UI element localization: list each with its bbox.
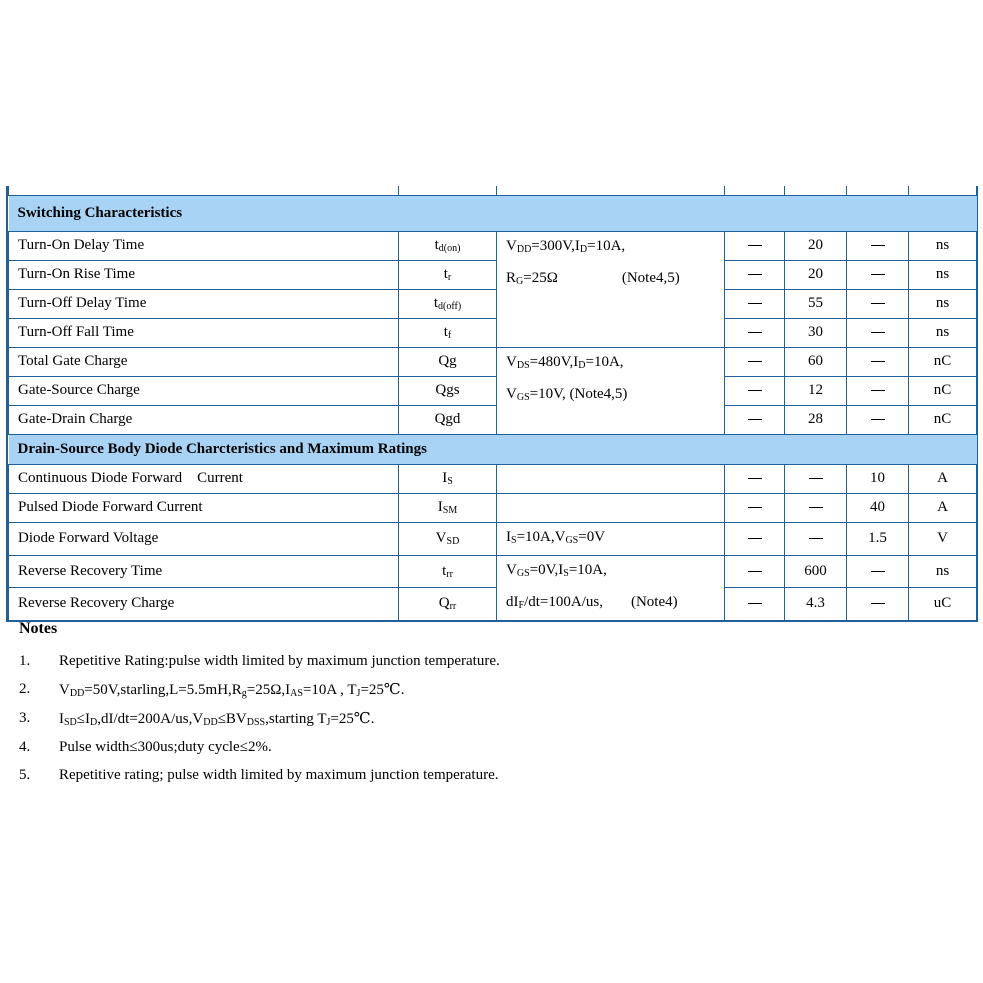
test-condition: $I_S=10A,V_{GS}=0V$: [497, 522, 725, 555]
parameter-name: Pulsed Diode Forward Current: [9, 493, 399, 522]
unit: ns: [909, 555, 977, 587]
unit: nC: [909, 405, 977, 434]
spec-table-container: [6, 186, 978, 622]
dash-mark: [809, 507, 823, 508]
parameter-name: Diode Forward Voltage: [9, 522, 399, 555]
max-value: [847, 555, 909, 587]
test-condition: $V_{GS}=0V,I_S=10A$, $dI_F/dt=100A/us$, (Note4): [497, 555, 725, 620]
dash-mark: [809, 478, 823, 479]
symbol: $t_{d(off)}$: [399, 289, 497, 318]
symbol: $t_{d(on)}$: [399, 231, 497, 260]
min-value: [725, 260, 785, 289]
dash-mark: [871, 390, 885, 391]
dash-mark: [748, 390, 762, 391]
symbol: $Q_{rr}$: [399, 587, 497, 619]
max-value: [847, 231, 909, 260]
min-value: [725, 405, 785, 434]
typ-value: 55: [785, 289, 847, 318]
parameter-name: Turn-On Rise Time: [9, 260, 399, 289]
dash-mark: [748, 603, 762, 604]
symbol: Qgd: [399, 405, 497, 434]
section-title: Drain-Source Body Diode Charcteristics and Maximum Ratings: [9, 434, 977, 464]
section-header-switching: [9, 195, 977, 231]
max-value: [847, 587, 909, 619]
dash-mark: [871, 274, 885, 275]
typ-value: 600: [785, 555, 847, 587]
table-row: [9, 587, 977, 619]
dash-mark: [871, 419, 885, 420]
typ-value: 28: [785, 405, 847, 434]
note-number: 1.: [19, 652, 31, 669]
unit: uC: [909, 587, 977, 619]
note-text: $I_{SD}\le I_D,dI/dt=200A/us,V_{DD}\le BV_{DSS},starting$ $T_J=25℃$.: [59, 710, 375, 728]
dash-mark: [748, 361, 762, 362]
max-value: [847, 260, 909, 289]
parameter-name: Reverse Recovery Charge: [9, 587, 399, 619]
dash-mark: [748, 419, 762, 420]
table-row: [9, 260, 977, 289]
typ-value: 12: [785, 376, 847, 405]
dash-mark: [748, 478, 762, 479]
note-text: Repetitive Rating:pulse width limited by maximum junction temperature.: [59, 652, 500, 669]
parameter-name: Gate-Source Charge: [9, 376, 399, 405]
max-value: [847, 347, 909, 376]
note-item: [19, 733, 500, 762]
symbol: $I_{SM}$: [399, 493, 497, 522]
test-condition: $V_{DS}=480V,I_D=10A$, $V_{GS}=10V$, (Note4,5): [497, 347, 725, 434]
dash-mark: [748, 507, 762, 508]
dash-mark: [748, 274, 762, 275]
test-condition: $V_{DD}=300V,I_D=10A$, $R_G=25\Omega$ (Note4,5): [497, 231, 725, 347]
dash-mark: [748, 245, 762, 246]
notes-title: Notes: [19, 620, 58, 637]
dash-mark: [871, 361, 885, 362]
min-value: [725, 522, 785, 555]
table-row: [9, 493, 977, 522]
table-row: [9, 464, 977, 493]
parameter-name: Total Gate Charge: [9, 347, 399, 376]
table-row: [9, 555, 977, 587]
max-value: [847, 318, 909, 347]
symbol: $V_{SD}$: [399, 522, 497, 555]
dash-mark: [871, 332, 885, 333]
test-condition: [497, 464, 725, 493]
min-value: [725, 376, 785, 405]
note-item: [19, 647, 500, 676]
max-value: 40: [847, 493, 909, 522]
max-value: [847, 376, 909, 405]
note-number: 3.: [19, 709, 31, 726]
unit: V: [909, 522, 977, 555]
table-row: [9, 522, 977, 555]
typ-value: [785, 464, 847, 493]
typ-value: [785, 522, 847, 555]
typ-value: 4.3: [785, 587, 847, 619]
dash-mark: [748, 303, 762, 304]
min-value: [725, 555, 785, 587]
table-row: [9, 289, 977, 318]
table-top-stub: [9, 186, 977, 195]
min-value: [725, 493, 785, 522]
test-condition: [497, 493, 725, 522]
unit: ns: [909, 260, 977, 289]
diode-rows: [9, 464, 977, 620]
symbol: $t_{rr}$: [399, 555, 497, 587]
dash-mark: [871, 245, 885, 246]
typ-value: [785, 493, 847, 522]
note-item: [19, 761, 500, 790]
min-value: [725, 289, 785, 318]
max-value: 10: [847, 464, 909, 493]
parameter-name: Continuous Diode Forward Current: [9, 464, 399, 493]
symbol: Qg: [399, 347, 497, 376]
table-row: [9, 347, 977, 376]
parameter-name: Gate-Drain Charge: [9, 405, 399, 434]
symbol: $t_f$: [399, 318, 497, 347]
unit: nC: [909, 347, 977, 376]
min-value: [725, 347, 785, 376]
parameter-name: Turn-Off Fall Time: [9, 318, 399, 347]
min-value: [725, 231, 785, 260]
parameter-name: Reverse Recovery Time: [9, 555, 399, 587]
parameter-name: Turn-On Delay Time: [9, 231, 399, 260]
min-value: [725, 587, 785, 619]
unit: ns: [909, 318, 977, 347]
unit: nC: [909, 376, 977, 405]
table-row: [9, 405, 977, 434]
min-value: [725, 464, 785, 493]
electrical-characteristics-table: [8, 186, 977, 620]
symbol: $I_S$: [399, 464, 497, 493]
note-number: 2.: [19, 681, 31, 698]
max-value: [847, 405, 909, 434]
note-number: 5.: [19, 767, 31, 784]
max-value: 1.5: [847, 522, 909, 555]
table-row: [9, 318, 977, 347]
dash-mark: [871, 603, 885, 604]
section-title: Switching Characteristics: [9, 195, 977, 231]
parameter-name: Turn-Off Delay Time: [9, 289, 399, 318]
typ-value: 60: [785, 347, 847, 376]
notes-list: [19, 647, 500, 790]
notes-section: [19, 620, 500, 790]
symbol: $t_r$: [399, 260, 497, 289]
note-item: [19, 704, 500, 733]
note-text: Pulse width≤300us;duty cycle≤2%.: [59, 738, 272, 755]
dash-mark: [809, 538, 823, 539]
symbol: Qgs: [399, 376, 497, 405]
typ-value: 20: [785, 231, 847, 260]
max-value: [847, 289, 909, 318]
table-row: [9, 376, 977, 405]
section-header-diode: [9, 434, 977, 464]
typ-value: 30: [785, 318, 847, 347]
unit: ns: [909, 289, 977, 318]
switching-rows: [9, 231, 977, 434]
dash-mark: [748, 538, 762, 539]
dash-mark: [871, 571, 885, 572]
dash-mark: [748, 571, 762, 572]
note-item: [19, 676, 500, 705]
typ-value: 20: [785, 260, 847, 289]
dash-mark: [871, 303, 885, 304]
unit: A: [909, 464, 977, 493]
min-value: [725, 318, 785, 347]
note-number: 4.: [19, 738, 31, 755]
unit: A: [909, 493, 977, 522]
table-row: [9, 231, 977, 260]
note-text: $V_{DD}=50V,starling,L=5.5mH,R_g=25\Omega,I_{AS}=10A$ , $T_J=25℃$.: [59, 682, 405, 700]
dash-mark: [748, 332, 762, 333]
unit: ns: [909, 231, 977, 260]
note-text: Repetitive rating; pulse width limited by maximum junction temperature.: [59, 767, 499, 784]
